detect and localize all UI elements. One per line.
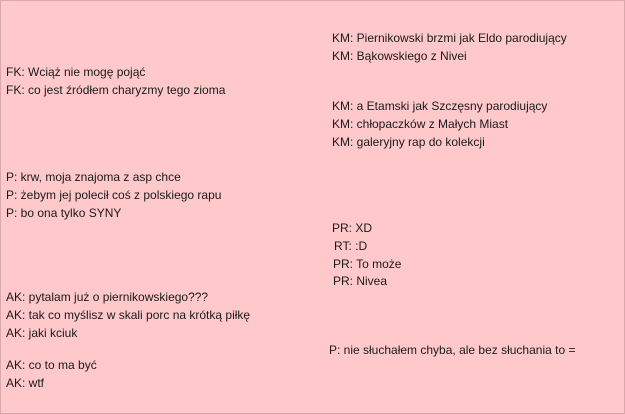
message-line: AK: tak co myślisz w skali porc na krótką piłkę: [6, 307, 251, 322]
message-group-km: [332, 30, 567, 66]
message-line: KM: a Etamski jak Szczęsny parodiujący: [332, 99, 548, 113]
message-line: P: bo ona tylko SYNY: [6, 205, 122, 220]
message-group-p-left: [6, 169, 221, 222]
message-line: AK: jaki kciuk: [6, 325, 78, 340]
message-line: AK: wtf: [6, 375, 45, 390]
message-group-p-right: [329, 342, 575, 360]
message-group-ak: [6, 289, 250, 342]
message-group-ak-2: [6, 357, 97, 393]
message-line: P: żebym jej polecił coś z polskiego rapu: [6, 187, 222, 202]
message-line: PR: Nivea: [333, 274, 388, 289]
message-line: AK: co to ma być: [6, 358, 97, 372]
message-group-fk: [6, 64, 225, 100]
message-line: P: nie słuchałem chyba, ale bez słuchania to =: [329, 343, 576, 357]
message-line: PR: XD: [332, 221, 373, 235]
message-line: AK: pytalam już o piernikowskiego???: [6, 290, 209, 304]
message-line: KM: galeryjny rap do kolekcji: [332, 134, 485, 149]
message-line: KM: Piernikowski brzmi jak Eldo parodiujący: [332, 31, 567, 45]
message-line: RT: :D: [334, 238, 368, 253]
message-line: PR: To może: [333, 256, 402, 271]
message-group-km-2: [332, 98, 547, 151]
message-group-pr: [332, 220, 401, 291]
message-line: FK: co jest źródłem charyzmy tego zioma: [6, 82, 226, 97]
message-line: KM: Bąkowskiego z Nivei: [332, 48, 467, 63]
message-line: KM: chłopaczków z Małych Miast: [332, 116, 509, 131]
message-line: FK: Wciąż nie mogę pojąć: [6, 65, 146, 79]
message-line: P: krw, moja znajoma z asp chce: [6, 170, 181, 184]
